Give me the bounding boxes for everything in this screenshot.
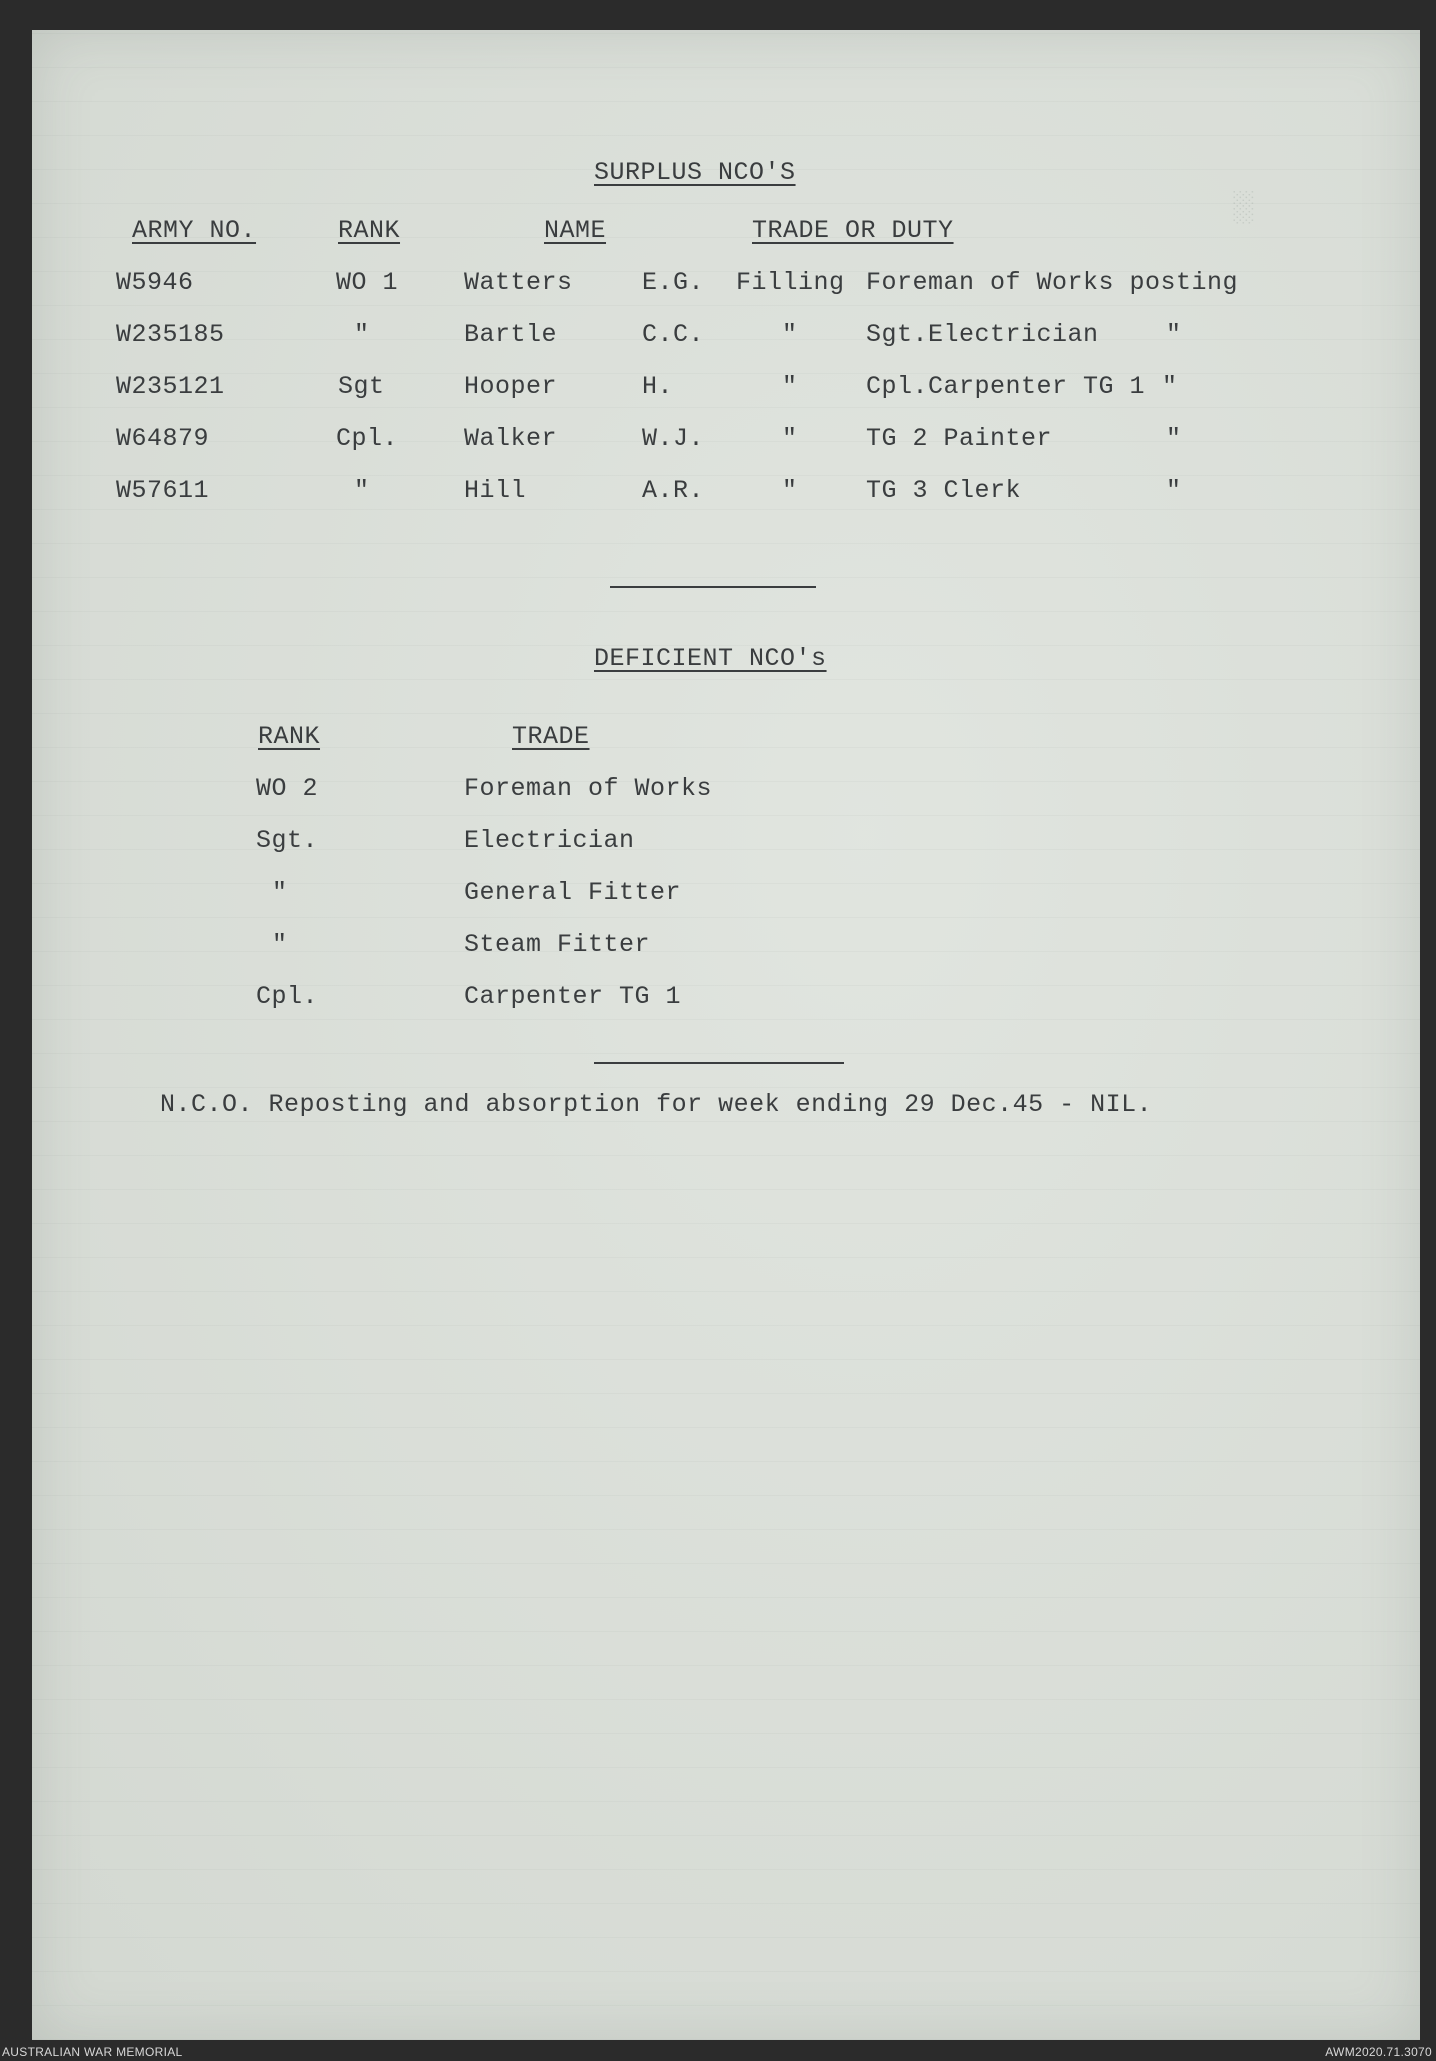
row1-initials: E.G. xyxy=(642,268,705,297)
header-army-no: ARMY NO. xyxy=(132,216,257,245)
row2-rank: " xyxy=(354,320,370,349)
row4-rank: Cpl. xyxy=(336,424,399,453)
row4-army-no: W64879 xyxy=(116,424,210,453)
row5-ditto: " xyxy=(1166,476,1182,505)
row3-army-no: W235121 xyxy=(116,372,225,401)
row3-initials: H. xyxy=(642,372,674,401)
surplus-title: SURPLUS NCO'S xyxy=(594,158,796,187)
footer-left-credit: AUSTRALIAN WAR MEMORIAL xyxy=(2,2045,183,2059)
header-rank: RANK xyxy=(338,216,401,245)
def-row2-rank: Sgt. xyxy=(256,826,319,855)
header-name: NAME xyxy=(544,216,607,245)
def-row1-rank: WO 2 xyxy=(256,774,319,803)
row3-status: " xyxy=(782,372,798,401)
row1-status: Filling xyxy=(736,268,845,297)
def-row4-trade: Steam Fitter xyxy=(464,930,651,959)
def-row4-rank: " xyxy=(272,930,288,959)
reposting-note: N.C.O. Reposting and absorption for week ending 29 Dec.45 - NIL. xyxy=(160,1090,1153,1119)
row4-status: " xyxy=(782,424,798,453)
row5-rank: " xyxy=(354,476,370,505)
def-row5-rank: Cpl. xyxy=(256,982,319,1011)
def-row1-trade: Foreman of Works xyxy=(464,774,713,803)
row2-army-no: W235185 xyxy=(116,320,225,349)
row1-army-no: W5946 xyxy=(116,268,194,297)
row5-duty: TG 3 Clerk xyxy=(866,476,1022,505)
row4-duty: TG 2 Painter xyxy=(866,424,1053,453)
row1-rank: WO 1 xyxy=(336,268,399,297)
row3-ditto: " xyxy=(1162,372,1178,401)
row5-initials: A.R. xyxy=(642,476,705,505)
deficient-header-trade: TRADE xyxy=(512,722,590,751)
def-row3-trade: General Fitter xyxy=(464,878,682,907)
row2-duty: Sgt.Electrician xyxy=(866,320,1099,349)
row5-army-no: W57611 xyxy=(116,476,210,505)
row3-duty: Cpl.Carpenter TG 1 xyxy=(866,372,1146,401)
footer-right-accession: AWM2020.71.3070 xyxy=(1325,2045,1432,2059)
row2-surname: Bartle xyxy=(464,320,558,349)
row2-ditto: " xyxy=(1166,320,1182,349)
row4-initials: W.J. xyxy=(642,424,705,453)
row3-rank: Sgt xyxy=(338,372,385,401)
bleed-through-background: ░ xyxy=(1232,190,1254,223)
def-row5-trade: Carpenter TG 1 xyxy=(464,982,682,1011)
row2-initials: C.C. xyxy=(642,320,705,349)
row5-surname: Hill xyxy=(464,476,527,505)
document-page xyxy=(32,30,1420,2040)
row1-duty: Foreman of Works posting xyxy=(866,268,1239,297)
row3-surname: Hooper xyxy=(464,372,558,401)
deficient-header-rank: RANK xyxy=(258,722,321,751)
def-row3-rank: " xyxy=(272,878,288,907)
row4-ditto: " xyxy=(1166,424,1182,453)
row5-status: " xyxy=(782,476,798,505)
row4-surname: Walker xyxy=(464,424,558,453)
row1-surname: Watters xyxy=(464,268,573,297)
divider-rule-2 xyxy=(594,1062,844,1064)
header-trade-or-duty: TRADE OR DUTY xyxy=(752,216,954,245)
divider-rule-1 xyxy=(610,586,816,588)
deficient-title: DEFICIENT NCO's xyxy=(594,644,827,673)
def-row2-trade: Electrician xyxy=(464,826,635,855)
row2-status: " xyxy=(782,320,798,349)
